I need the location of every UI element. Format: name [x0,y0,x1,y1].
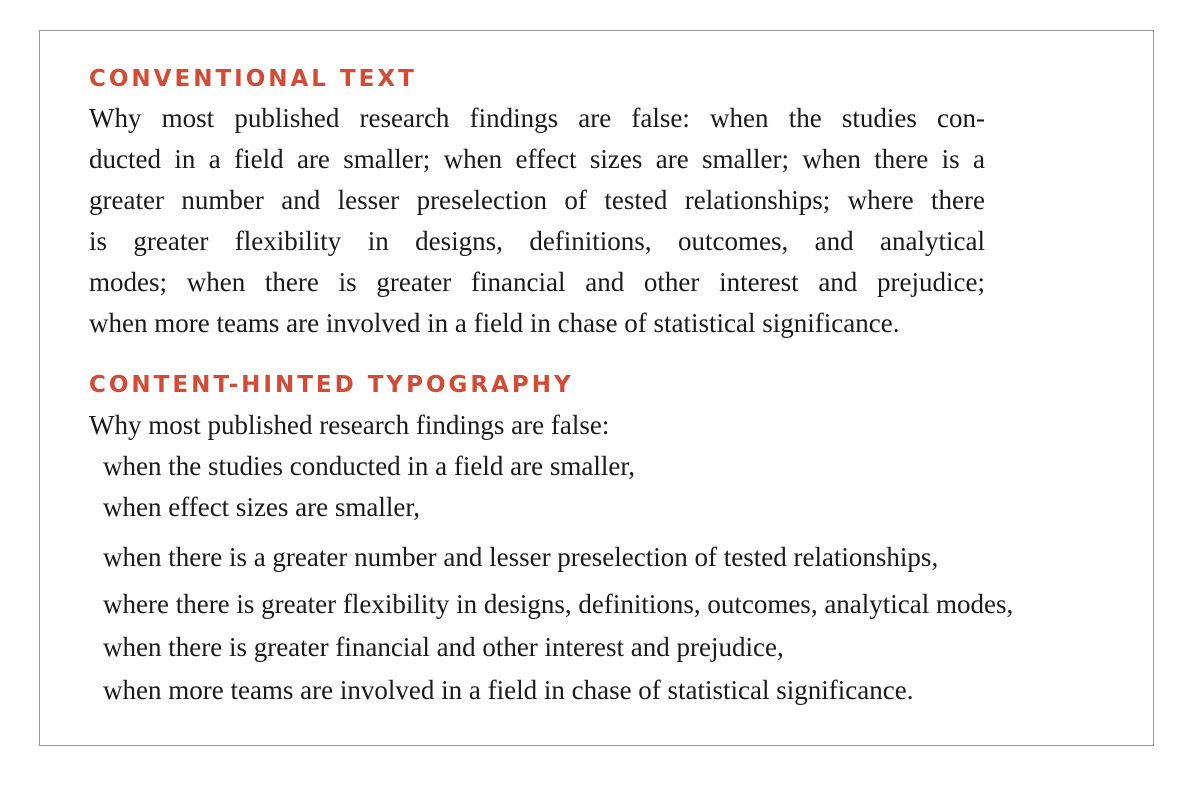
conventional-line: greater number and lesser preselection of tested relationships; where there [89,185,985,215]
conventional-line: modes; when there is greater financial and other interest and prejudice; [89,267,985,297]
hinted-intro-line: Why most published research findings are false: [89,410,610,440]
hinted-item-line: when the studies conducted in a field are smaller, [103,451,635,481]
hinted-item-line: when more teams are involved in a field in chase of statistical significance. [103,675,914,705]
hinted-item-line: when effect sizes are smaller, [103,492,421,522]
content-hinted-heading: CONTENT-HINTED TYPOGRAPHY [89,372,574,398]
hinted-item-line: when there is greater financial and other interest and prejudice, [103,632,784,662]
conventional-text-heading: CONVENTIONAL TEXT [89,66,417,92]
hinted-item-line: when there is a greater number and lesser preselection of tested relationships, [103,542,939,572]
conventional-line: Why most published research findings are false: when the studies con- [89,103,985,133]
conventional-line: when more teams are involved in a field in chase of statistical significance. [89,308,900,338]
conventional-line: is greater flexibility in designs, definitions, outcomes, and analytical [89,226,985,256]
conventional-line: ducted in a field are smaller; when effect sizes are smaller; when there is a [89,144,985,174]
hinted-item-line: where there is greater flexibility in designs, definitions, outcomes, analytical modes, [103,589,1014,619]
